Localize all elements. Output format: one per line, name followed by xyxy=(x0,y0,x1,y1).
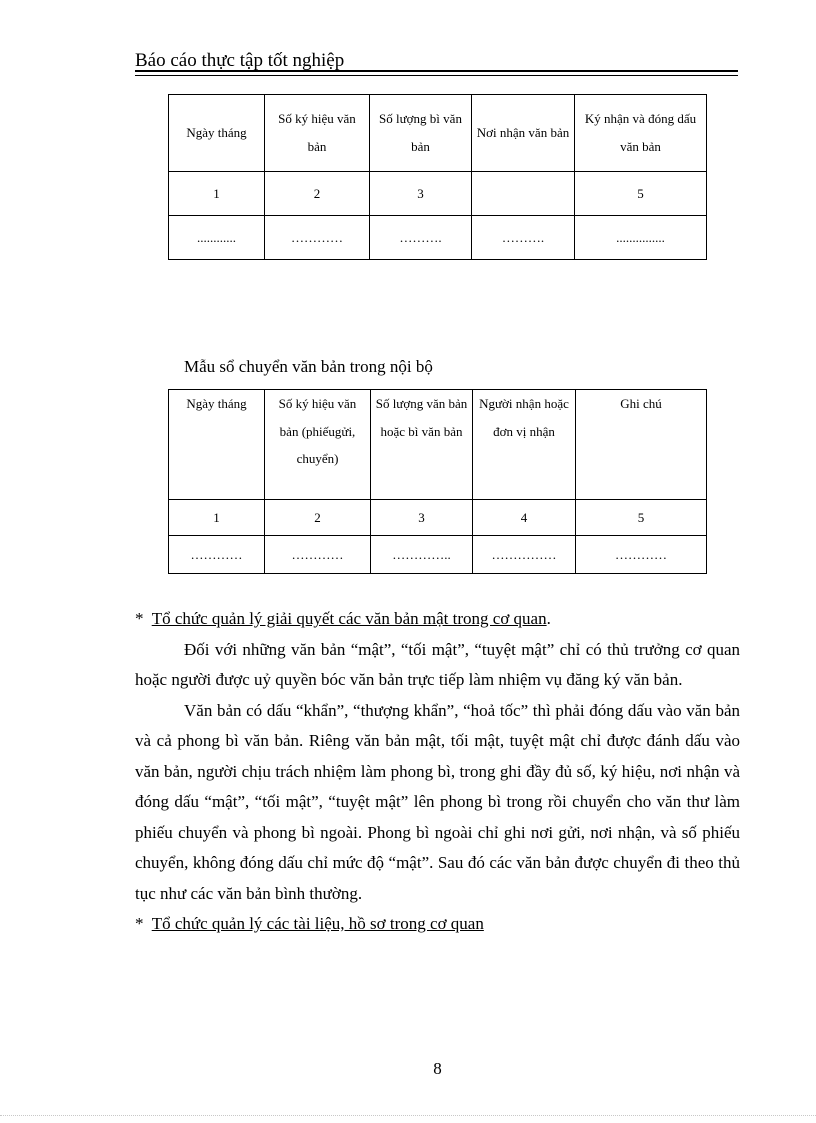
table-row xyxy=(169,172,707,216)
bullet: * xyxy=(135,914,144,933)
header-cell: Số ký hiệu văn bản xyxy=(265,95,370,172)
paragraph: Văn bản có dấu “khẩn”, “thượng khẩn”, “hoả tốc” thì phải đóng dấu vào văn bản và cả phong bì văn bản. Riêng văn bản mật, tối mật, tuyệt mật chỉ được đánh dấu vào văn bản, người chịu trách nhiệm làm phong bì, trong ghi đầy đủ số, ký hiệu, nơi nhận và đóng dấu “mật”, “tối mật”, “tuyệt mật” lên phong bì trong rồi chuyển cho văn thư làm phiếu chuyển và phong bì ngoài. Phong bì ngoài chỉ ghi nơi gửi, nơi nhận, và số phiếu chuyển, không đóng dấu chỉ mức độ “mật”. Sau đó các văn bản được chuyển đi theo thủ tục như các văn bản bình thường. xyxy=(135,700,740,903)
table-cell: ………… xyxy=(265,536,371,574)
table-cell: ............ xyxy=(169,216,265,260)
table-cell: ………… xyxy=(169,536,265,574)
table-cell: ………….. xyxy=(371,536,473,574)
table-header-row xyxy=(169,390,707,500)
table-cell: 2 xyxy=(265,500,371,536)
paragraph: Đối với những văn bản “mật”, “tối mật”, “tuyệt mật” chỉ có thủ trưởng cơ quan hoặc người được uỷ quyền bóc văn bản trực tiếp làm nhiệm vụ đăng ký văn bản. xyxy=(135,639,740,689)
header-cell: Người nhận hoặc đơn vị nhận xyxy=(473,390,576,500)
table-row xyxy=(169,500,707,536)
header-cell: Số lượng bì văn bản xyxy=(370,95,472,172)
section-heading-text: Tổ chức quản lý các tài liệu, hồ sơ trong cơ quan xyxy=(151,914,484,933)
table-cell: …………… xyxy=(473,536,576,574)
header-cell: Số lượng văn bản hoặc bì văn bản xyxy=(371,390,473,500)
header-cell: Số ký hiệu văn bản (phiếugửi, chuyển) xyxy=(265,390,371,500)
table-caption: Mẫu sổ chuyển văn bản trong nội bộ xyxy=(184,357,433,376)
table-cell: ............... xyxy=(575,216,707,260)
table-cell: 5 xyxy=(576,500,707,536)
table-cell: 3 xyxy=(371,500,473,536)
section-heading xyxy=(135,604,740,635)
table-cell: ………. xyxy=(370,216,472,260)
table-cell: ………… xyxy=(576,536,707,574)
section-heading-text: Tổ chức quản lý giải quyết các văn bản mật trong cơ quan xyxy=(151,609,547,628)
header-cell: Ký nhận và đóng dấu văn bản xyxy=(575,95,707,172)
header-cell: Nơi nhận văn bản xyxy=(472,95,575,172)
header-cell: Ngày tháng xyxy=(169,95,265,172)
table-header-row xyxy=(169,95,707,172)
table-row xyxy=(169,216,707,260)
table-cell: 4 xyxy=(473,500,576,536)
table-cell: ………… xyxy=(265,216,370,260)
bullet: * xyxy=(135,609,144,628)
header-cell: Ngày tháng xyxy=(169,390,265,500)
header-rule-thin xyxy=(135,75,738,76)
header-rule-thick xyxy=(135,70,738,72)
table-cell: 1 xyxy=(169,172,265,216)
section-heading xyxy=(135,909,740,940)
table-cell: 5 xyxy=(575,172,707,216)
outgoing-register-table xyxy=(168,94,707,260)
header-cell: Ghi chú xyxy=(576,390,707,500)
header-title: Báo cáo thực tập tốt nghiệp xyxy=(135,50,345,71)
page-bottom-rule xyxy=(0,1115,816,1116)
table-cell xyxy=(472,172,575,216)
body-text xyxy=(135,604,740,940)
heading-punct: . xyxy=(546,609,551,628)
internal-transfer-table xyxy=(168,389,707,574)
table-cell: 1 xyxy=(169,500,265,536)
page-number: 8 xyxy=(433,1059,442,1078)
table-cell: ………. xyxy=(472,216,575,260)
table-cell: 2 xyxy=(265,172,370,216)
table-cell: 3 xyxy=(370,172,472,216)
table-row xyxy=(169,536,707,574)
